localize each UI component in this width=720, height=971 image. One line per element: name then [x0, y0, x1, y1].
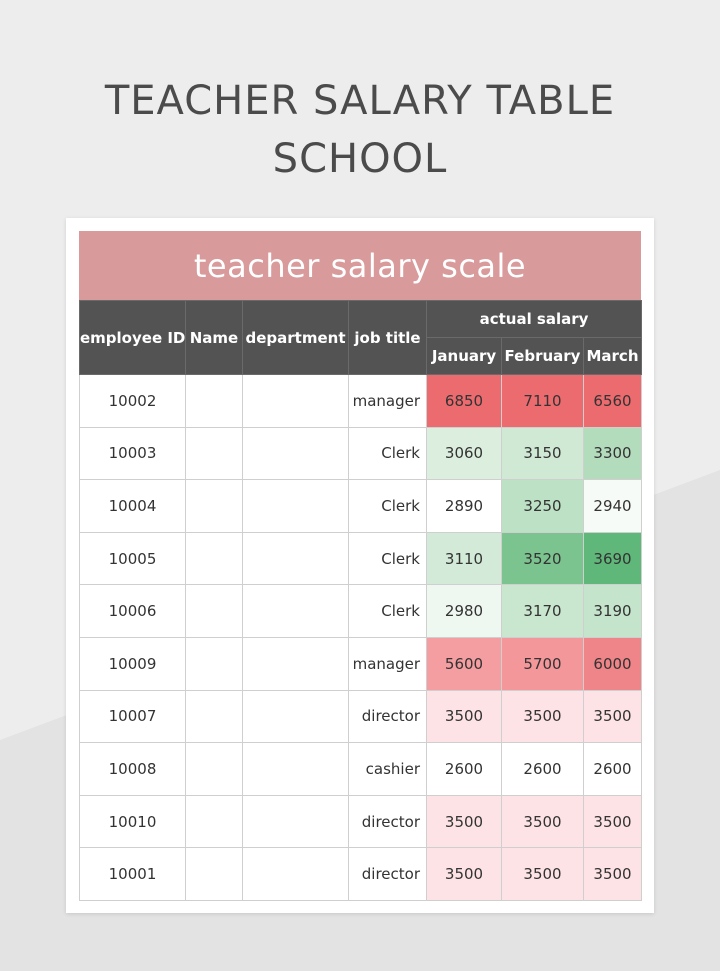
march-salary-cell[interactable]: 3500: [584, 848, 642, 901]
february-salary-cell[interactable]: 3500: [502, 848, 584, 901]
january-salary-cell[interactable]: 3110: [427, 532, 502, 585]
name-cell[interactable]: [186, 743, 243, 796]
february-salary-cell[interactable]: 3150: [502, 427, 584, 480]
header-row-top: [80, 301, 642, 338]
name-cell[interactable]: [186, 427, 243, 480]
job-title-cell[interactable]: cashier: [349, 743, 427, 796]
name-cell[interactable]: [186, 637, 243, 690]
name-cell[interactable]: [186, 375, 243, 428]
employee-id-cell[interactable]: 10007: [80, 690, 186, 743]
january-salary-cell[interactable]: 2600: [427, 743, 502, 796]
table-row: [80, 795, 642, 848]
salary-table: [79, 300, 642, 901]
job-title-cell[interactable]: director: [349, 795, 427, 848]
employee-id-cell[interactable]: 10003: [80, 427, 186, 480]
march-salary-cell[interactable]: 2600: [584, 743, 642, 796]
table-row: [80, 532, 642, 585]
employee-id-cell[interactable]: 10009: [80, 637, 186, 690]
table-row: [80, 585, 642, 638]
job-title-cell[interactable]: Clerk: [349, 480, 427, 533]
table-row: [80, 637, 642, 690]
table-row: [80, 480, 642, 533]
march-salary-cell[interactable]: 6560: [584, 375, 642, 428]
name-cell[interactable]: [186, 848, 243, 901]
employee-id-cell[interactable]: 10010: [80, 795, 186, 848]
department-cell[interactable]: [243, 427, 349, 480]
header-february: February: [502, 338, 584, 375]
employee-id-cell[interactable]: 10005: [80, 532, 186, 585]
header-job-title: job title: [349, 301, 427, 375]
february-salary-cell[interactable]: 3170: [502, 585, 584, 638]
job-title-cell[interactable]: Clerk: [349, 585, 427, 638]
february-salary-cell[interactable]: 3500: [502, 795, 584, 848]
table-row: [80, 848, 642, 901]
department-cell[interactable]: [243, 375, 349, 428]
february-salary-cell[interactable]: 5700: [502, 637, 584, 690]
march-salary-cell[interactable]: 3190: [584, 585, 642, 638]
name-cell[interactable]: [186, 585, 243, 638]
job-title-cell[interactable]: manager: [349, 637, 427, 690]
employee-id-cell[interactable]: 10004: [80, 480, 186, 533]
table-row: [80, 743, 642, 796]
february-salary-cell[interactable]: 3500: [502, 690, 584, 743]
february-salary-cell[interactable]: 7110: [502, 375, 584, 428]
march-salary-cell[interactable]: 3300: [584, 427, 642, 480]
january-salary-cell[interactable]: 3500: [427, 795, 502, 848]
march-salary-cell[interactable]: 6000: [584, 637, 642, 690]
table-body: [80, 375, 642, 901]
name-cell[interactable]: [186, 532, 243, 585]
february-salary-cell[interactable]: 2600: [502, 743, 584, 796]
employee-id-cell[interactable]: 10008: [80, 743, 186, 796]
january-salary-cell[interactable]: 6850: [427, 375, 502, 428]
february-salary-cell[interactable]: 3250: [502, 480, 584, 533]
january-salary-cell[interactable]: 2890: [427, 480, 502, 533]
department-cell[interactable]: [243, 480, 349, 533]
january-salary-cell[interactable]: 3060: [427, 427, 502, 480]
employee-id-cell[interactable]: 10006: [80, 585, 186, 638]
header-department: department: [243, 301, 349, 375]
department-cell[interactable]: [243, 690, 349, 743]
name-cell[interactable]: [186, 690, 243, 743]
march-salary-cell[interactable]: 2940: [584, 480, 642, 533]
january-salary-cell[interactable]: 3500: [427, 690, 502, 743]
header-march: March: [584, 338, 642, 375]
january-salary-cell[interactable]: 3500: [427, 848, 502, 901]
march-salary-cell[interactable]: 3500: [584, 690, 642, 743]
job-title-cell[interactable]: Clerk: [349, 427, 427, 480]
header-name: Name: [186, 301, 243, 375]
table-row: [80, 690, 642, 743]
january-salary-cell[interactable]: 2980: [427, 585, 502, 638]
department-cell[interactable]: [243, 585, 349, 638]
department-cell[interactable]: [243, 795, 349, 848]
department-cell[interactable]: [243, 848, 349, 901]
name-cell[interactable]: [186, 480, 243, 533]
table-row: [80, 427, 642, 480]
job-title-cell[interactable]: director: [349, 848, 427, 901]
department-cell[interactable]: [243, 743, 349, 796]
job-title-cell[interactable]: director: [349, 690, 427, 743]
march-salary-cell[interactable]: 3500: [584, 795, 642, 848]
department-cell[interactable]: [243, 637, 349, 690]
page-title-line1: TEACHER SALARY TABLE: [104, 78, 616, 124]
employee-id-cell[interactable]: 10001: [80, 848, 186, 901]
department-cell[interactable]: [243, 532, 349, 585]
march-salary-cell[interactable]: 3690: [584, 532, 642, 585]
february-salary-cell[interactable]: 3520: [502, 532, 584, 585]
name-cell[interactable]: [186, 795, 243, 848]
employee-id-cell[interactable]: 10002: [80, 375, 186, 428]
january-salary-cell[interactable]: 5600: [427, 637, 502, 690]
table-row: [80, 375, 642, 428]
job-title-cell[interactable]: Clerk: [349, 532, 427, 585]
page-title: [0, 72, 720, 188]
page-title-line2: SCHOOL: [272, 136, 448, 182]
sheet-title: teacher salary scale: [79, 231, 641, 300]
header-actual-salary: actual salary: [427, 301, 642, 338]
header-january: January: [427, 338, 502, 375]
header-employee-id: employee ID: [80, 301, 186, 375]
job-title-cell[interactable]: manager: [349, 375, 427, 428]
